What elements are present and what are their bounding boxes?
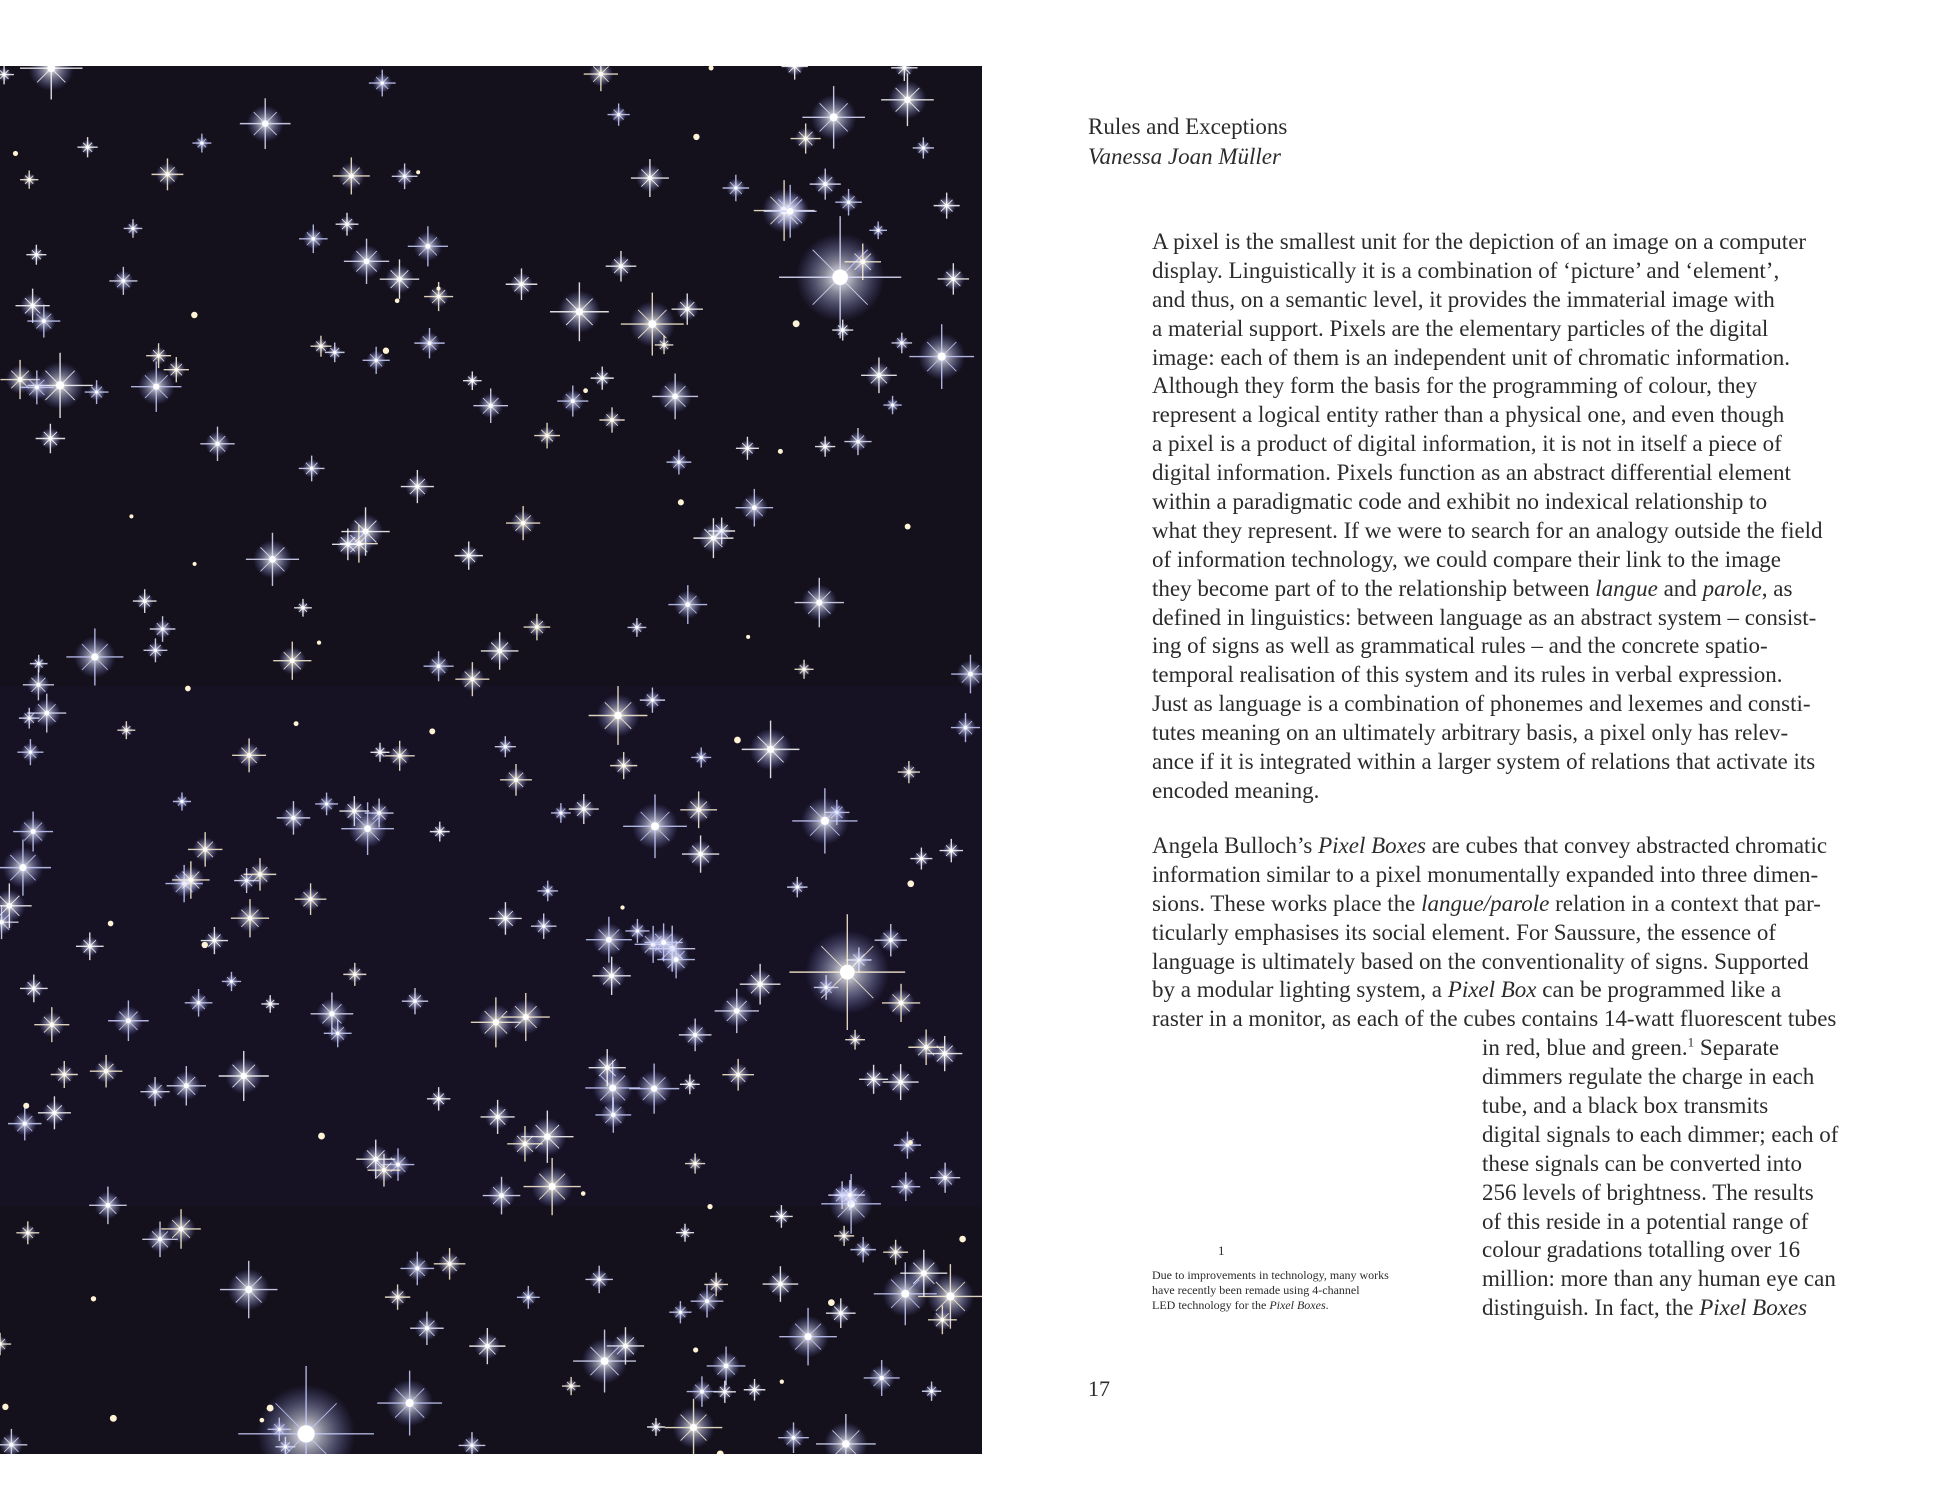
text-line: in red, blue and green.$^1$ Separate: [1482, 1034, 1780, 1061]
star-dot: [908, 1140, 913, 1145]
text-line: million: more than any human eye can: [1482, 1266, 1836, 1292]
star-dot: [746, 635, 750, 639]
text-line: colour gradations totalling over 16: [1482, 1237, 1801, 1263]
star-dot: [828, 1299, 835, 1306]
star-dot: [108, 921, 114, 927]
footnote-line: LED technology for the Pixel Boxes.: [1152, 1298, 1329, 1312]
footnote-line: Due to improvements in technology, many works: [1152, 1268, 1389, 1282]
article-author: Vanessa Joan Müller: [1088, 144, 1281, 169]
star-dot: [707, 1204, 712, 1209]
text-line: a material support. Pixels are the elementary particles of the digital: [1152, 315, 1769, 341]
text-line: ance if it is integrated within a larger system of relations that activate its: [1152, 749, 1816, 775]
text-line: they become part of to the relationship between langue and parole, as: [1152, 575, 1793, 601]
text-line: A pixel is the smallest unit for the depiction of an image on a computer: [1152, 229, 1807, 254]
paragraph-2: [1152, 832, 1858, 1323]
star-dot: [260, 1418, 265, 1423]
page-number: 17: [1088, 1376, 1110, 1401]
footnote: [1152, 1268, 1452, 1313]
text-line: information similar to a pixel monumentally expanded into three dimen-: [1152, 861, 1819, 887]
text-line: digital information. Pixels function as an abstract differential element: [1152, 460, 1791, 486]
star-dot: [778, 449, 783, 454]
text-line: tutes meaning on an ultimately arbitrary basis, a pixel only has relev-: [1152, 720, 1789, 746]
star-dot: [734, 737, 741, 744]
star-dot: [13, 151, 18, 156]
star-dot: [267, 1405, 274, 1412]
star-dot: [959, 1236, 966, 1243]
text-line: language is ultimately based on the conventionality of signs. Supported: [1152, 948, 1809, 974]
text-line: defined in linguistics: between language as an abstract system – consist-: [1152, 604, 1817, 630]
star-dot: [693, 1347, 698, 1352]
star-dot: [91, 1296, 96, 1301]
text-line: sions. These works place the langue/parole relation in a context that par-: [1152, 890, 1821, 916]
star-dot: [383, 348, 389, 354]
star-dot: [793, 320, 800, 327]
text-line: digital signals to each dimmer; each of: [1482, 1121, 1839, 1147]
text-line: ing of signs as well as grammatical rules – and the concrete spatio-: [1152, 633, 1768, 659]
star-dot: [110, 1415, 117, 1422]
text-line: tube, and a black box transmits: [1482, 1093, 1769, 1119]
text-line: encoded meaning.: [1152, 777, 1320, 803]
text-line: what they represent. If we were to search for an analogy outside the field: [1152, 517, 1823, 543]
text-line: raster in a monitor, as each of the cubes contains 14-watt fluorescent tubes: [1152, 1006, 1837, 1032]
star-dot: [583, 388, 588, 393]
star-dot: [620, 905, 624, 909]
star-dot: [693, 134, 699, 140]
text-line: Just as language is a combination of phonemes and lexemes and consti-: [1152, 691, 1811, 717]
text-line: of information technology, we could compare their link to the image: [1152, 546, 1781, 572]
star-dot: [429, 728, 435, 734]
text-line: Although they form the basis for the programming of colour, they: [1152, 373, 1758, 399]
star-dot: [23, 1103, 29, 1109]
article-title: Rules and Exceptions: [1088, 114, 1288, 139]
star-dot: [294, 721, 299, 726]
text-line: of this reside in a potential range of: [1482, 1208, 1809, 1234]
star-dot: [905, 524, 911, 530]
star-dot: [202, 942, 208, 948]
text-line: these signals can be converted into: [1482, 1150, 1802, 1176]
star-dot: [780, 1380, 784, 1384]
starfield-image: [0, 66, 982, 1454]
star-dot: [185, 686, 191, 692]
stars-photograph: [0, 66, 982, 1454]
text-line: and thus, on a semantic level, it provides the immaterial image with: [1152, 286, 1775, 312]
text-line: within a paradigmatic code and exhibit no indexical relationship to: [1152, 489, 1768, 515]
text-line: 256 levels of brightness. The results: [1482, 1179, 1814, 1205]
star-dot: [318, 1133, 325, 1140]
star-dot: [436, 287, 440, 291]
text-line: dimmers regulate the charge in each: [1482, 1064, 1815, 1090]
text-line: Angela Bulloch’s Pixel Boxes are cubes that convey abstracted chromatic: [1152, 833, 1828, 858]
paragraph-1: [1152, 228, 1858, 806]
star-dot: [907, 880, 914, 887]
text-line: ticularly emphasises its social element. For Saussure, the essence of: [1152, 919, 1777, 945]
footnote-number: 1: [1218, 1243, 1225, 1258]
star-dot: [191, 312, 197, 318]
star-dot: [2, 1404, 8, 1410]
star-dot: [581, 1191, 586, 1196]
text-line: temporal realisation of this system and its rules in verbal expression.: [1152, 662, 1783, 688]
star-dot: [129, 514, 133, 518]
text-line: display. Linguistically it is a combination of ‘picture’ and ‘element’,: [1152, 257, 1780, 283]
star-dot: [193, 562, 197, 566]
text-line: image: each of them is an independent unit of chromatic information.: [1152, 344, 1791, 370]
star-dot: [678, 499, 684, 505]
star-dot: [395, 299, 400, 304]
footnote-line: have recently been remade using 4-channel: [1152, 1283, 1360, 1297]
text-line: by a modular lighting system, a Pixel Box can be programmed like a: [1152, 977, 1782, 1003]
star-dot: [317, 640, 321, 644]
star-dot: [416, 170, 420, 174]
text-line: represent a logical entity rather than a physical one, and even though: [1152, 402, 1785, 428]
text-line: distinguish. In fact, the Pixel Boxes: [1482, 1295, 1808, 1321]
text-line: a pixel is a product of digital information, it is not in itself a piece of: [1152, 431, 1782, 457]
